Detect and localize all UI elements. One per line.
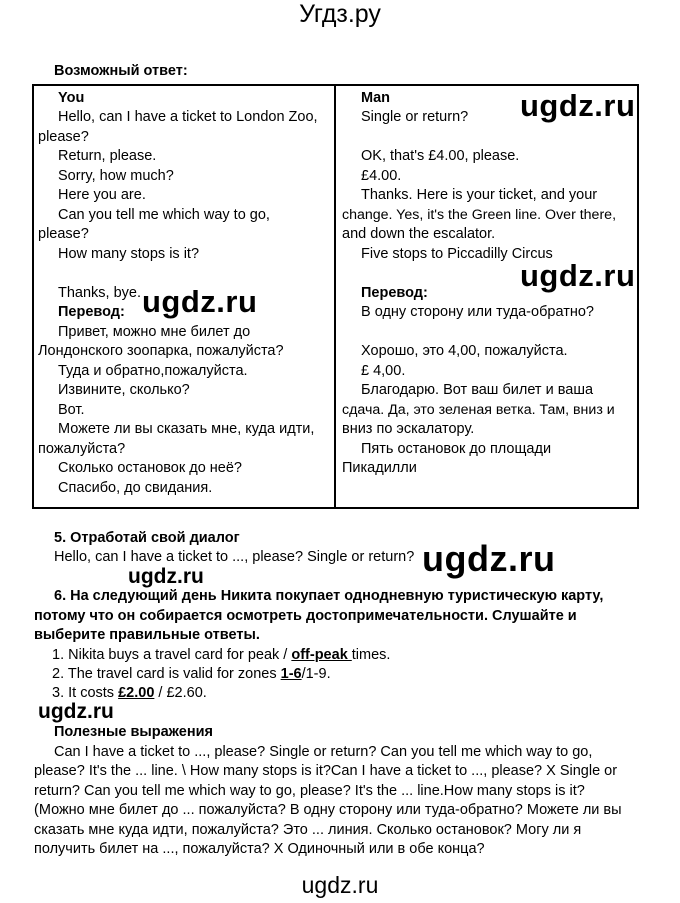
phrases-heading: Полезные выражения [54,724,213,740]
man-line: Five stops to Piccadilly Circus [361,246,553,262]
man-line: change. Yes, it's the Green line. Over there, [342,207,617,223]
you-translation-line: Сколько остановок до неё? [58,460,242,476]
phrases-line: (Можно мне билет до ... пожалуйста? В одну сторону или туда-обратно? Можете ли вы [34,802,622,818]
task6-heading-line: выберите правильные ответы. [34,627,260,643]
table-divider [334,84,336,509]
answer-highlight: 1-6 [280,666,302,682]
item-text: / £2.60. [154,685,207,701]
watermark: ugdz.ru [142,284,258,319]
watermark: ugdz.ru [38,700,114,723]
you-line: Sorry, how much? [58,168,174,184]
phrases-line: сказать мне куда идти, пожалуйста? Это ... линия. Сколько остановок? Могу ли я [34,822,582,838]
you-heading: You [58,90,85,106]
you-line: please? [38,226,89,242]
item-text: /1-9. [301,666,331,682]
man-line: OK, that's £4.00, please. [361,148,520,164]
you-translation-line: Вот. [58,402,85,418]
phrases-line: Can I have a ticket to ..., please? Single or return? Can you tell me which way to go, [54,744,593,760]
item-text: 3. It costs [52,685,119,701]
phrases-line: получить билет на ..., пожалуйста? X Одиночный или в обе конца? [34,841,485,857]
man-heading: Man [361,90,390,106]
you-line: Return, please. [58,148,157,164]
you-translation-line: Привет, можно мне билет до [58,324,251,340]
you-line: Here you are. [58,187,146,203]
watermark: ugdz.ru [422,538,556,579]
man-translation-line: сдача. Да, это зеленая ветка. Там, вниз и [342,402,615,418]
man-translation-line: Хорошо, это 4,00, пожалуйста. [361,343,568,359]
man-translation-line: £ 4,00. [361,363,406,379]
you-line: Hello, can I have a ticket to London Zoo, [58,109,318,125]
watermark: ugdz.ru [520,258,636,293]
item-text: times. [351,647,391,663]
answer-highlight: £2.00 [118,685,155,701]
man-line: and down the escalator. [342,226,496,242]
you-translation-line: Туда и обратно,пожалуйста. [58,363,248,379]
man-translation-line: В одну сторону или туда-обратно? [361,304,594,320]
man-translation-line: Благодарю. Вот ваш билет и ваша [361,382,594,398]
task5-heading: 5. Отработай свой диалог [54,530,240,546]
you-translation-line: Можете ли вы сказать мне, куда идти, [58,421,315,437]
you-line: Thanks, bye. [58,285,142,301]
you-line: Can you tell me which way to go, [58,207,270,223]
you-translation-heading: Перевод: [58,304,125,320]
answer-heading: Возможный ответ: [54,63,188,79]
phrases-line: return? Can you tell me which way to go, please? It's the ... line.How many stops is it? [34,783,585,799]
man-line: Single or return? [361,109,469,125]
site-footer: ugdz.ru [301,872,379,898]
task6-heading-line: 6. На следующий день Никита покупает однодневную туристическую карту, [54,588,604,604]
you-line: How many stops is it? [58,246,200,262]
task5-text: Hello, can I have a ticket to ..., please? Single or return? [54,549,415,565]
you-line: please? [38,129,89,145]
man-translation-heading: Перевод: [361,285,428,301]
you-translation-line: Извините, сколько? [58,382,190,398]
phrases-line: please? It's the ... line. \ How many stops is it?Can I have a ticket to ..., please? X Single or [34,763,618,779]
item-text: 2. The travel card is valid for zones [52,666,281,682]
watermark: ugdz.ru [520,88,636,123]
man-translation-line: вниз по эскалатору. [342,421,475,437]
man-translation-line: Пикадилли [342,460,417,476]
task6-item-2 [52,665,331,685]
you-translation-line: Лондонского зоопарка, пожалуйста? [38,343,284,359]
watermark: ugdz.ru [128,565,204,588]
answer-highlight: off-peak [291,647,352,663]
man-line: Thanks. Here is your ticket, and your [361,187,598,203]
you-translation-line: Спасибо, до свидания. [58,480,213,496]
site-title: Угдз.ру [299,0,381,28]
task6-heading-line: потому что он собирается осмотреть достопримечательности. Слушайте и [34,608,577,624]
man-translation-line: Пять остановок до площади [361,441,552,457]
item-text: 1. Nikita buys a travel card for peak / [52,647,292,663]
task6-item-1 [52,646,390,666]
you-translation-line: пожалуйста? [38,441,126,457]
man-line: £4.00. [361,168,402,184]
